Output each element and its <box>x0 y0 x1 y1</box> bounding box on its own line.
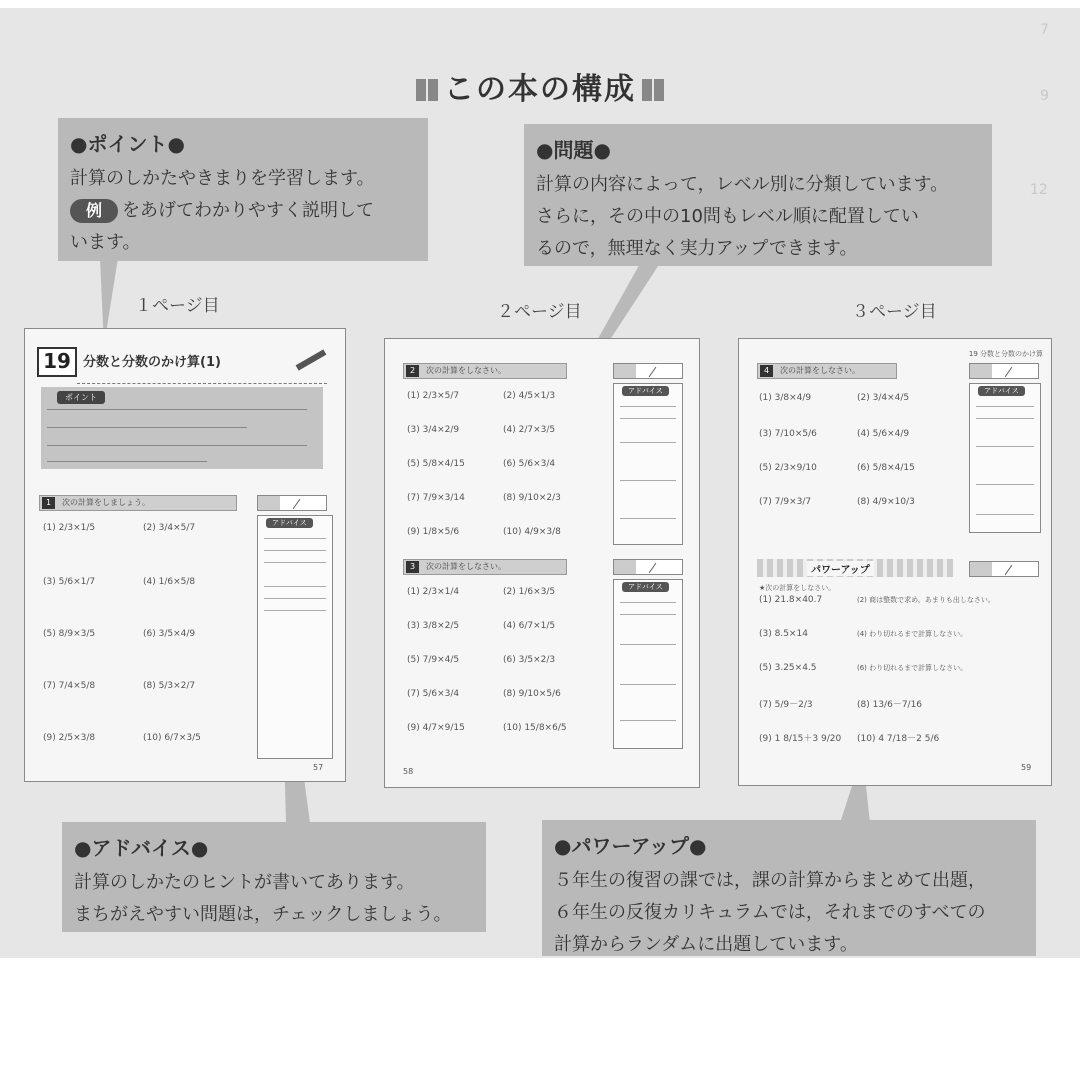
power-line3: 計算からランダムに出題しています。 <box>554 934 858 955</box>
bg-number: 12 <box>1030 182 1048 198</box>
advice-column <box>613 383 683 545</box>
advice-column <box>969 383 1041 533</box>
problem: (2) 3/4×5/7 <box>143 523 196 533</box>
problem: (7) 5/9－2/3 <box>759 700 813 710</box>
advice-callout <box>62 822 486 932</box>
problem: (10) 15/8×6/5 <box>503 723 567 733</box>
pencil-icon <box>296 349 327 370</box>
problem: (4) 1/6×5/8 <box>143 577 196 587</box>
section-bar-2 <box>403 363 567 379</box>
problem: (8) 4/9×10/3 <box>857 497 915 507</box>
problem: (8) 13/6－7/16 <box>857 700 923 710</box>
date-stamp-box <box>613 363 683 379</box>
problem: (4) わり切れるまで計算しなさい。 <box>857 630 968 638</box>
problem: (2) 4/5×1/3 <box>503 391 556 401</box>
sample-page-3 <box>738 338 1052 786</box>
problem: (5) 8/9×3/5 <box>43 629 96 639</box>
unit-title: 分数と分数のかけ算 <box>83 355 201 370</box>
problem: (10) 4 7/18－2 5/6 <box>857 734 940 744</box>
problem: (5) 2/3×9/10 <box>759 463 817 473</box>
date-stamp-box <box>969 363 1039 379</box>
page-number: 58 <box>403 767 414 776</box>
problem: (8) 5/3×2/7 <box>143 681 196 691</box>
section-title: 次の計算をしましょう。 <box>62 498 150 507</box>
text-line <box>976 446 1034 447</box>
text-line <box>264 550 326 551</box>
problem: (1) 3/8×4/9 <box>759 393 812 403</box>
advice-column <box>613 579 683 749</box>
unit-title-wrap <box>83 351 221 370</box>
text-line <box>976 514 1034 515</box>
section-title: 次の計算をしなさい。 <box>780 366 860 375</box>
problem: (3) 3/4×2/9 <box>407 425 460 435</box>
title-underline <box>77 383 327 384</box>
text-line <box>264 586 326 587</box>
text-line <box>620 480 676 481</box>
bg-number: 9 <box>1040 88 1049 104</box>
bg-number: 7 <box>1040 22 1049 38</box>
problem: (7) 5/6×3/4 <box>407 689 460 699</box>
text-line <box>976 406 1034 407</box>
section-number: 3 <box>406 561 419 573</box>
section-title: 次の計算をしなさい。 <box>426 366 506 375</box>
problem: (6) 5/6×3/4 <box>503 459 556 469</box>
date-stamp-box <box>969 561 1039 577</box>
problem: (3) 3/8×2/5 <box>407 621 460 631</box>
problem: (7) 7/9×3/7 <box>759 497 812 507</box>
problem: (1) 21.8×40.7 <box>759 595 823 605</box>
problem: (2) 3/4×4/5 <box>857 393 910 403</box>
text-line <box>620 406 676 407</box>
text-line <box>976 484 1034 485</box>
running-header: 19 分数と分数のかけ算 <box>968 350 1043 358</box>
power-heading: ●パワーアップ● <box>554 834 707 858</box>
problem: (4) 2/7×3/5 <box>503 425 556 435</box>
problem: (7) 7/9×3/14 <box>407 493 465 503</box>
problem: (5) 7/9×4/5 <box>407 655 460 665</box>
text-line <box>47 445 307 446</box>
point-line2-wrap <box>70 195 416 227</box>
page-label-2: ２ページ目 <box>497 302 582 322</box>
section-number: 1 <box>42 497 55 509</box>
problem: (8) 9/10×5/6 <box>503 689 561 699</box>
problem: (9) 2/5×3/8 <box>43 733 96 743</box>
problem: (3) 7/10×5/6 <box>759 429 817 439</box>
mondai-line1: 計算の内容によって，レベル別に分類しています。 <box>536 174 949 195</box>
section-bar-1 <box>39 495 237 511</box>
problem: (6) 3/5×2/3 <box>503 655 556 665</box>
text-line <box>620 720 676 721</box>
page-label-1: １ページ目 <box>135 296 220 316</box>
problem: (9) 1 8/15＋3 9/20 <box>759 734 842 744</box>
section-bar-3 <box>403 559 567 575</box>
mondai-callout <box>524 124 992 266</box>
page-number: 57 <box>313 763 324 772</box>
problem: (10) 4/9×3/8 <box>503 527 561 537</box>
text-line <box>264 598 326 599</box>
point-callout <box>58 118 428 261</box>
mondai-line2: さらに，その中の10問もレベル順に配置してい <box>536 206 919 227</box>
power-up-title: パワーアップ <box>807 561 874 576</box>
problem: (9) 4/7×9/15 <box>407 723 465 733</box>
advice-line1: 計算のしかたのヒントが書いてあります。 <box>74 872 415 893</box>
problem: (5) 5/8×4/15 <box>407 459 465 469</box>
advice-heading: ●アドバイス● <box>74 836 209 860</box>
page-number: 59 <box>1021 763 1032 772</box>
advice-tag: アドバイス <box>266 518 313 528</box>
problem: (8) 9/10×2/3 <box>503 493 561 503</box>
point-heading: ●ポイント● <box>70 132 185 156</box>
text-line <box>47 461 207 462</box>
power-line2: ６年生の反復カリキュラムでは，それまでのすべての <box>554 902 986 923</box>
text-line <box>264 562 326 563</box>
example-badge: 例 <box>70 199 118 223</box>
problem: (1) 2/3×1/5 <box>43 523 96 533</box>
problem: (1) 2/3×1/4 <box>407 587 460 597</box>
problem: (4) 6/7×1/5 <box>503 621 556 631</box>
problem: (1) 2/3×5/7 <box>407 391 460 401</box>
date-stamp-box <box>257 495 327 511</box>
unit-number: 19 <box>37 347 77 377</box>
problem: (3) 5/6×1/7 <box>43 577 96 587</box>
section-number: 4 <box>760 365 773 377</box>
advice-tag: アドバイス <box>978 386 1025 396</box>
text-line <box>620 518 676 519</box>
mondai-line3: るので，無理なく実力アップできます。 <box>536 238 858 259</box>
point-line1: 計算のしかたやきまりを学習します。 <box>70 168 375 189</box>
text-line <box>620 614 676 615</box>
sample-page-1 <box>24 328 346 782</box>
section-bar-4 <box>757 363 897 379</box>
problem: (5) 3.25×4.5 <box>759 663 817 673</box>
sample-page-2 <box>384 338 700 788</box>
unit-sub: (1) <box>200 355 221 370</box>
point-area <box>41 387 323 469</box>
problem: (7) 7/4×5/8 <box>43 681 96 691</box>
text-line <box>47 409 307 410</box>
page-title: この本の構成 <box>0 64 1080 108</box>
problem: (10) 6/7×3/5 <box>143 733 201 743</box>
problem: (2) 1/6×3/5 <box>503 587 556 597</box>
power-up-banner <box>757 559 953 577</box>
mondai-heading: ●問題● <box>536 138 611 162</box>
text-line <box>620 442 676 443</box>
section-number: 2 <box>406 365 419 377</box>
problem: (9) 1/8×5/6 <box>407 527 460 537</box>
page-label-3: ３ページ目 <box>852 302 937 322</box>
advice-tag: アドバイス <box>622 386 669 396</box>
text-line <box>620 644 676 645</box>
power-intro: ★次の計算をしなさい。 <box>759 584 836 592</box>
text-line <box>47 427 247 428</box>
power-callout <box>542 820 1036 956</box>
point-line3: います。 <box>70 232 141 253</box>
text-line <box>976 418 1034 419</box>
problem: (4) 5/6×4/9 <box>857 429 910 439</box>
text-line <box>264 610 326 611</box>
text-line <box>620 602 676 603</box>
advice-line2: まちがえやすい問題は，チェックしましょう。 <box>74 904 452 925</box>
power-line1: ５年生の復習の課では，課の計算からまとめて出題， <box>554 870 986 891</box>
power-pointer <box>840 786 870 823</box>
problem: (3) 8.5×14 <box>759 629 808 639</box>
advice-column <box>257 515 333 759</box>
problem: (6) わり切れるまで計算しなさい。 <box>857 664 968 672</box>
point-tag: ポイント <box>57 391 105 404</box>
date-stamp-box <box>613 559 683 575</box>
book-sheet <box>0 8 1080 958</box>
advice-tag: アドバイス <box>622 582 669 592</box>
text-line <box>620 684 676 685</box>
problem: (6) 3/5×4/9 <box>143 629 196 639</box>
text-line <box>620 418 676 419</box>
text-line <box>264 538 326 539</box>
problem: (2) 商は整数で求め，あまりも出しなさい。 <box>857 596 995 604</box>
section-title: 次の計算をしなさい。 <box>426 562 506 571</box>
problem: (6) 5/8×4/15 <box>857 463 915 473</box>
point-line2: をあげてわかりやすく説明して <box>122 200 375 221</box>
